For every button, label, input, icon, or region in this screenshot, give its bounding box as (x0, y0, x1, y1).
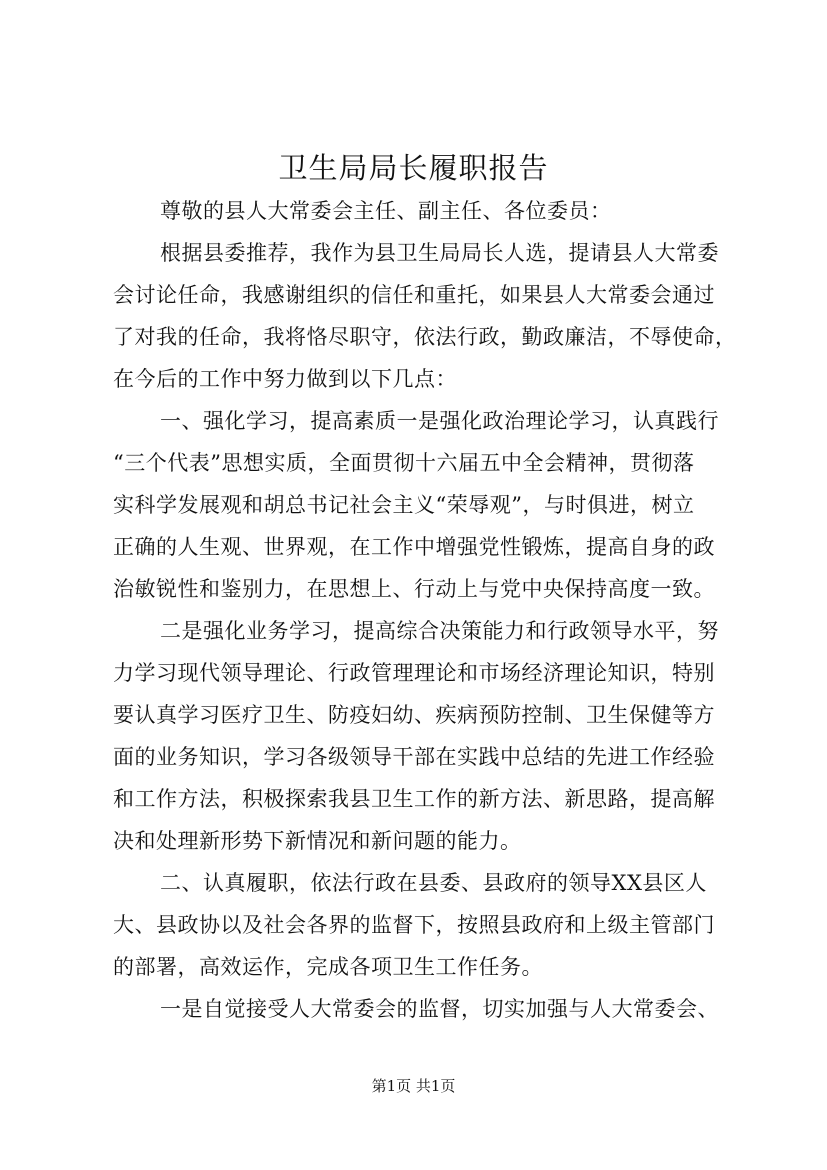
page-footer: 第1页 共1页 (371, 1077, 456, 1095)
text-line: 的部署，高效运作，完成各项卫生工作任务。 (113, 955, 543, 979)
text-line: 实科学发展观和胡总书记社会主义“荣辱观”，与时俱进，树立 (113, 493, 695, 517)
text-line: “三个代表”思想实质，全面贯彻十六届五中全会精神，贯彻落 (113, 451, 695, 475)
text-line: 治敏锐性和鉴别力，在思想上、行动上与党中央保持高度一致。 (113, 577, 715, 601)
text-line: 二、认真履职，依法行政在县委、县政府的领导XX县区人 (160, 871, 707, 895)
text-line: 在今后的工作中努力做到以下几点： (113, 367, 457, 391)
text-line: 二是强化业务学习，提高综合决策能力和行政领导水平，努 (160, 619, 719, 643)
text-line: 大、县政协以及社会各界的监督下，按照县政府和上级主管部门 (113, 913, 715, 937)
text-line: 和工作方法，积极探索我县卫生工作的新方法、新思路，提高解 (113, 787, 715, 811)
text-line: 会讨论任命，我感谢组织的信任和重托，如果县人大常委会通过 (113, 283, 715, 307)
text-line: 根据县委推荐，我作为县卫生局局长人选，提请县人大常委 (160, 241, 719, 265)
text-line: 了对我的任命，我将恪尽职守，依法行政，勤政廉洁，不辱使命， (113, 325, 737, 349)
text-line: 力学习现代领导理论、行政管理理论和市场经济理论知识，特别 (113, 661, 715, 685)
text-line: 决和处理新形势下新情况和新问题的能力。 (113, 829, 522, 853)
text-line: 面的业务知识，学习各级领导干部在实践中总结的先进工作经验 (113, 745, 715, 769)
text-line: 正确的人生观、世界观，在工作中增强党性锻炼，提高自身的政 (113, 535, 715, 559)
text-line: 一、强化学习，提高素质一是强化政治理论学习，认真践行 (160, 409, 719, 433)
document-title: 卫生局局长履职报告 (278, 151, 549, 185)
text-line: 一是自觉接受人大常委会的监督，切实加强与人大常委会、 (160, 997, 719, 1021)
text-line: 要认真学习医疗卫生、防疫妇幼、疾病预防控制、卫生保健等方 (113, 703, 715, 727)
text-line: 尊敬的县人大常委会主任、副主任、各位委员： (160, 199, 612, 223)
